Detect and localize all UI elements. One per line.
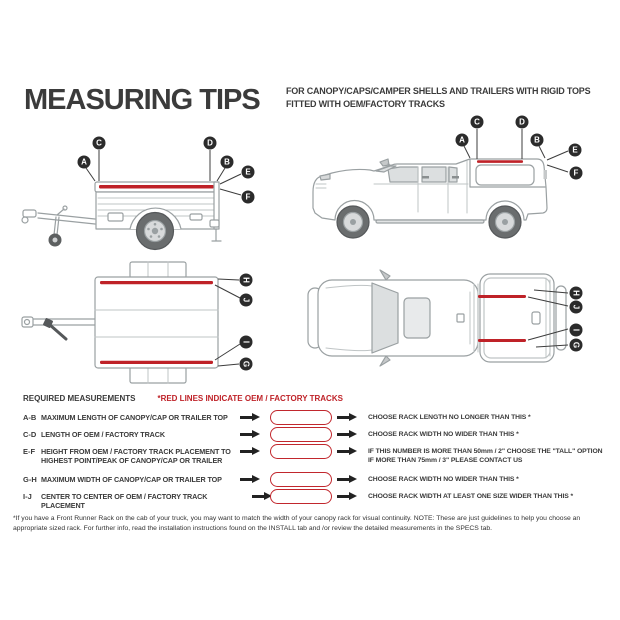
trailer-side-view-diagram: [20, 125, 300, 255]
trailer-side-view-drawing: [20, 125, 300, 255]
measurements-heading: REQUIRED MEASUREMENTS: [23, 394, 136, 403]
measurement-recommendation: CHOOSE RACK WIDTH NO WIDER THAN THIS *: [368, 431, 519, 438]
measurement-description: HEIGHT FROM OEM / FACTORY TRACK PLACEMENT TO HIGHEST POINT/PEAK OF CANOPY/CAP OR TRAILER: [41, 447, 231, 465]
measurement-value-field[interactable]: [270, 444, 332, 459]
arrow-right-icon: [337, 430, 357, 439]
svg-text:J: J: [571, 304, 581, 310]
marker-b: [221, 156, 234, 169]
measurement-recommendation: CHOOSE RACK WIDTH NO WIDER THAN THIS *: [368, 476, 519, 483]
marker-e: [242, 166, 255, 179]
arrow-right-icon: [337, 492, 357, 501]
svg-text:I: I: [241, 340, 251, 344]
svg-text:C: C: [96, 138, 102, 148]
footnote: *If you have a Front Runner Rack on the cab of your truck, you may want to match the width of your canopy rack for visual continuity. NOTE: These are just guidelines to help you choose an appropriate sized rack. For further info, read the installation instructions found on the INSTALL tab and /or review the detailed measurements in the SPECS tab.: [13, 515, 581, 532]
arrow-right-icon: [240, 475, 260, 484]
svg-text:I: I: [571, 328, 581, 332]
subtitle-line-2: FITTED WITH OEM/FACTORY TRACKS: [286, 99, 445, 109]
marker-g: [570, 339, 583, 352]
svg-text:H: H: [571, 290, 581, 296]
marker-h: [570, 287, 583, 300]
svg-text:F: F: [245, 192, 251, 202]
marker-f: [242, 191, 255, 204]
svg-text:B: B: [224, 157, 230, 167]
measurement-row-ef: [0, 447, 620, 473]
truck-side-view-drawing: [310, 112, 610, 247]
measurement-description: CENTER TO CENTER OF OEM / FACTORY TRACK PLACEMENT: [41, 492, 208, 510]
marker-a: [456, 134, 469, 147]
range-label: E-F: [23, 447, 36, 456]
arrow-right-icon: [252, 492, 272, 501]
measurements-heading-line: [23, 394, 343, 403]
marker-j: [240, 294, 253, 307]
marker-h: [240, 274, 253, 287]
arrow-right-icon: [240, 430, 260, 439]
arrow-right-icon: [337, 447, 357, 456]
range-label: C-D: [23, 430, 37, 439]
trailer-top-view-diagram: [20, 255, 300, 390]
svg-text:G: G: [571, 341, 581, 349]
svg-text:E: E: [572, 145, 578, 155]
svg-text:A: A: [81, 157, 87, 167]
marker-i: [570, 324, 583, 337]
svg-text:B: B: [534, 135, 540, 145]
measurement-recommendation: IF THIS NUMBER IS MORE THAN 50mm / 2" CHOOSE THE "TALL" OPTION IF MORE THAN 75mm / 3" PLEASE CONTACT US: [368, 448, 603, 464]
svg-text:H: H: [241, 277, 251, 283]
range-label: G-H: [23, 475, 37, 484]
arrow-right-icon: [337, 475, 357, 484]
page-subtitle: [286, 85, 596, 111]
svg-text:A: A: [459, 135, 465, 145]
svg-text:G: G: [241, 360, 251, 368]
measurement-value-field[interactable]: [270, 427, 332, 442]
svg-text:E: E: [245, 167, 251, 177]
truck-top-view-drawing: [300, 248, 610, 393]
marker-d: [204, 137, 217, 150]
page-title: MEASURING TIPS: [24, 84, 260, 116]
marker-g: [240, 358, 253, 371]
measurement-description: LENGTH OF OEM / FACTORY TRACK: [41, 430, 165, 439]
svg-text:J: J: [241, 297, 251, 303]
marker-e: [569, 144, 582, 157]
marker-a: [78, 156, 91, 169]
arrow-right-icon: [240, 413, 260, 422]
svg-text:D: D: [519, 117, 525, 127]
svg-text:F: F: [573, 168, 579, 178]
measurement-recommendation: CHOOSE RACK WIDTH AT LEAST ONE SIZE WIDER THAN THIS *: [368, 493, 574, 500]
marker-c: [471, 116, 484, 129]
measurement-value-field[interactable]: [270, 472, 332, 487]
marker-f: [570, 167, 583, 180]
arrow-right-icon: [240, 447, 260, 456]
arrow-right-icon: [337, 413, 357, 422]
measurement-value-field[interactable]: [270, 489, 332, 504]
measurement-value-field[interactable]: [270, 410, 332, 425]
red-lines-note: *RED LINES INDICATE OEM / FACTORY TRACKS: [157, 394, 343, 403]
range-label: I-J: [23, 492, 32, 501]
marker-c: [93, 137, 106, 150]
marker-j: [570, 301, 583, 314]
trailer-top-leader-lines: [215, 279, 240, 366]
measurement-description: MAXIMUM LENGTH OF CANOPY/CAP OR TRAILER TOP: [41, 413, 228, 422]
svg-text:C: C: [474, 117, 480, 127]
truck-side-view-diagram: [310, 112, 610, 247]
marker-d: [516, 116, 529, 129]
marker-b: [531, 134, 544, 147]
range-label: A-B: [23, 413, 37, 422]
svg-text:D: D: [207, 138, 213, 148]
measurement-description: MAXIMUM WIDTH OF CANOPY/CAP OR TRAILER TOP: [41, 475, 222, 484]
measurement-recommendation: CHOOSE RACK LENGTH NO LONGER THAN THIS *: [368, 414, 531, 421]
trailer-top-view-drawing: [20, 255, 300, 390]
subtitle-line-1: FOR CANOPY/CAPS/CAMPER SHELLS AND TRAILERS WITH RIGID TOPS: [286, 86, 591, 96]
truck-top-view-diagram: [300, 248, 610, 393]
marker-i: [240, 336, 253, 349]
